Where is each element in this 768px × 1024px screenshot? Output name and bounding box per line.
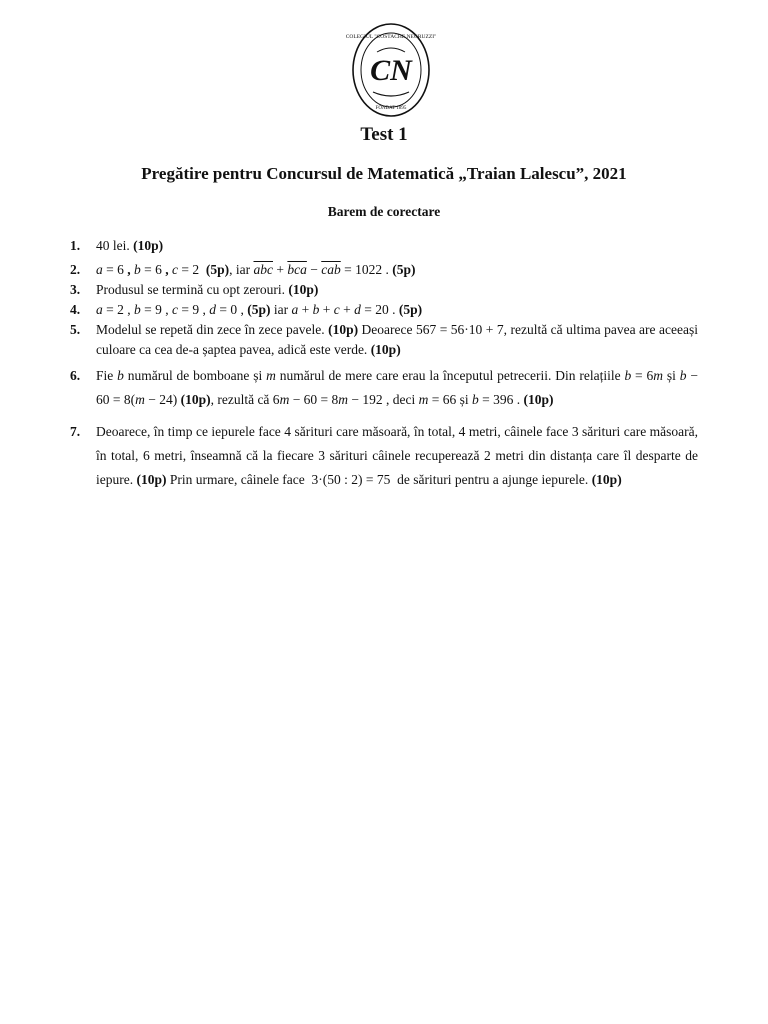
item-number: 4. — [70, 302, 81, 317]
answer-item-7 — [70, 420, 698, 492]
answer-item-5 — [70, 320, 698, 360]
item-text: 40 lei. (10p) — [96, 238, 164, 253]
answer-item-2 — [70, 260, 698, 280]
item-text: a = 6 , b = 6 , c = 2 (5p), iar $\overline{abc} + \overline{bca} - \overline{cab} = 1022$ . (5p) — [96, 262, 416, 277]
answer-item-4 — [70, 300, 698, 320]
item-number: 7. — [70, 424, 81, 439]
item-number: 6. — [70, 368, 81, 383]
seal-monogram: CN — [370, 54, 412, 87]
seal-ring-text-bottom: FONDAT 1895 — [375, 106, 407, 111]
answer-item-6 — [70, 364, 698, 412]
seal-ring-text-top: COLEGIUL "COSTACHE NEGRUZZI" — [345, 34, 437, 40]
document-subheading: Barem de corectare — [327, 204, 441, 219]
answer-item-3 — [70, 280, 698, 300]
item-number: 1. — [70, 238, 81, 253]
seal-emblem-icon — [345, 22, 437, 118]
answer-list — [70, 236, 698, 492]
item-text: Fie b numărul de bomboane și m numărul de mere care erau la începutul petrecerii. Din relațiile b = 6m și b − 60 = 8(m − 24) (10p), rezultă că 6m − 60 = 8m − 192 , deci m = 66 și b = 396 . (10p) — [96, 368, 698, 407]
item-number: 5. — [70, 322, 81, 337]
item-text: Deoarece, în timp ce iepurele face 4 sărituri care măsoară, în total, 4 metri, câinele face 3 sărituri care măsoară, în total, 6 metri, înseamnă că la fiecare 3 sărituri câinele recuperează 2 metri din distanța care îl desparte de iepure. (10p) Prin urmare, câinele face 3·(50 : 2) = 75 de sărituri pentru a ajunge iepurele. (10p) — [96, 424, 698, 487]
item-text: Modelul se repetă din zece în zece pavele. (10p) Deoarece 567 = 56·10 + 7, rezultă că ultima pavea are aceeași culoare ca cea de-a șaptea pavea, adică este verde. (10p) — [96, 322, 698, 357]
item-text: a = 2 , b = 9 , c = 9 , d = 0 , (5p) iar a + b + c + d = 20 . (5p) — [96, 302, 423, 317]
item-number: 2. — [70, 262, 81, 277]
item-text: Produsul se termină cu opt zerouri. (10p) — [96, 282, 319, 297]
answer-item-1 — [70, 236, 698, 256]
document-heading: Pregătire pentru Concursul de Matematică „Traian Lalescu”, 2021 — [141, 164, 627, 183]
document-title: Test 1 — [360, 124, 408, 145]
item-number: 3. — [70, 282, 81, 297]
school-seal — [345, 22, 437, 118]
